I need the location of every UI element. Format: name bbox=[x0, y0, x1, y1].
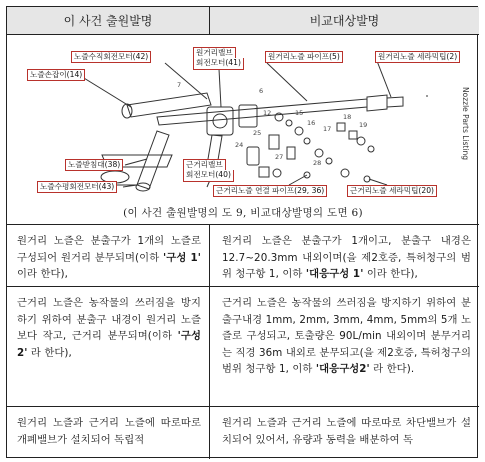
table-row bbox=[7, 287, 479, 407]
label-horizontal-rotation-motor: 노즐수평회전모터(43) bbox=[37, 181, 117, 193]
svg-text:19: 19 bbox=[359, 121, 368, 129]
svg-text:27: 27 bbox=[275, 153, 284, 161]
claimed-cell: 원거리 노즐은 분출구가 1개의 노즐로 구성되어 원거리 분무되며(이하 '구성 1' 이라 한다), bbox=[7, 225, 210, 286]
claimed-cell: 원거리 노즐과 근거리 노즐에 따로따로 개폐밸브가 설치되어 독립적 bbox=[7, 407, 210, 459]
claimed-cell: 근거리 노즐은 농작물의 쓰러짐을 방지하기 위하여 분출구 내경이 원거리 노즐보다 작고, 근거리 분무되며(이하 '구성 2' 라 한다), bbox=[7, 287, 210, 406]
table-row bbox=[7, 407, 479, 459]
label-vertical-rotation-motor: 노즐수직회전모터(42) bbox=[71, 51, 151, 63]
prior-art-cell: 원거리 노즐은 분출구가 1개이고, 분출구 내경은 12.7~20.3mm 내외이며(을 제2호증, 특허청구의 범위 청구항 1, 이하 '대응구성 1' 이라 한다), bbox=[222, 235, 471, 280]
nozzle-figure bbox=[7, 35, 479, 225]
prior-art-cell: 원거리 노즐과 근거리 노즐에 따로따로 차단밸브가 설치되어 있어서, 유량과 동력을 배분하여 독 bbox=[222, 417, 471, 446]
vertical-figure-text: Nozzle Parts Listing bbox=[461, 87, 470, 160]
label-nozzle-handle: 노즐손잡이(14) bbox=[27, 69, 85, 81]
table-row bbox=[7, 225, 479, 287]
prior-art-cell: 근거리 노즐은 농작물의 쓰러짐을 방지하기 위하여 분출구내경 1mm, 2mm, 3mm, 4mm, 5mm의 5개 노즐로 구성되고, 토출량은 90L/min 내외이며 분무거리는 직경 36m 내외로 분무되고(을 제2호증, 특허청구의 범위 청구항 1, 이하 '대응구성2' 라 한다). bbox=[222, 297, 471, 375]
header-prior-art: 비교대상발명 bbox=[210, 7, 479, 35]
svg-text:6: 6 bbox=[259, 87, 264, 95]
svg-text:25: 25 bbox=[253, 129, 262, 137]
label-far-nozzle-tip: 원거리노즐 세라믹팁(2) bbox=[375, 51, 460, 63]
label-near-valve-line2: 회전모터(40) bbox=[183, 170, 234, 182]
label-far-nozzle-pipe: 원거리노즐 파이프(5) bbox=[265, 51, 343, 63]
comparison-table bbox=[6, 6, 478, 458]
svg-text:18: 18 bbox=[343, 113, 352, 121]
svg-text:7: 7 bbox=[177, 81, 182, 89]
svg-text:28: 28 bbox=[313, 159, 322, 167]
figure-caption: (이 사건 출원발명의 도 9, 비교대상발명의 도면 6) bbox=[123, 207, 363, 219]
label-near-nozzle-tip: 근거리노즐 세라믹팁(20) bbox=[347, 185, 437, 197]
label-far-valve-line1: 원거리밸브 bbox=[193, 47, 236, 58]
label-far-valve-line2: 회전모터(41) bbox=[193, 58, 244, 70]
svg-text:17: 17 bbox=[323, 125, 332, 133]
svg-text:12: 12 bbox=[263, 109, 272, 117]
svg-text:16: 16 bbox=[307, 119, 316, 127]
svg-text:24: 24 bbox=[235, 141, 244, 149]
label-nozzle-stand: 노즐받침대(38) bbox=[65, 159, 123, 171]
header-claimed-invention: 이 사건 출원발명 bbox=[7, 7, 210, 35]
label-near-valve-line1: 근거리밸브 bbox=[183, 159, 226, 170]
svg-text:15: 15 bbox=[295, 109, 304, 117]
label-near-connecting-pipe: 근거리노즐 연결 파이프(29, 36) bbox=[213, 185, 327, 197]
